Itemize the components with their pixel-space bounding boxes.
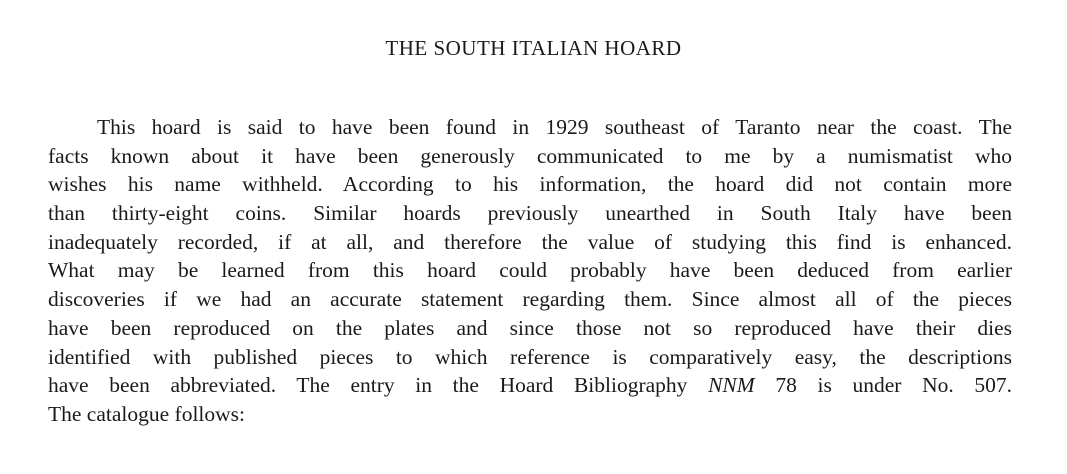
paragraph-line-2: facts known about it have been generously communicated to me by a numismatist who — [48, 143, 1012, 168]
section-title: THE SOUTH ITALIAN HOARD — [385, 36, 682, 60]
paragraph-line-3: wishes his name withheld. According to his information, the hoard did not contain more — [48, 172, 1012, 197]
paragraph-line-4: than thirty-eight coins. Similar hoards previously unearthed in South Italy have been — [48, 201, 1012, 226]
paragraph-line-7: discoveries if we had an accurate statement regarding them. Since almost all of the pieces — [48, 287, 1012, 312]
paragraph-line-5: inadequately recorded, if at all, and therefore the value of studying this find is enhanced. — [48, 229, 1012, 254]
line-10-text-before: have been abbreviated. The entry in the Hoard Bibliography — [48, 373, 709, 398]
body-paragraph — [48, 113, 1012, 429]
paragraph-line-10 — [48, 371, 1012, 400]
paragraph-line-8: have been reproduced on the plates and since those not so reproduced have their dies — [48, 315, 1012, 340]
paragraph-line-6: What may be learned from this hoard could probably have been deduced from earlier — [48, 258, 1012, 283]
journal-abbreviation: NNM — [708, 373, 755, 398]
line-10-text-after: 78 is under No. 507. — [754, 373, 1012, 398]
paragraph-line-1: This hoard is said to have been found in 1929 southeast of Taranto near the coast. The — [97, 115, 1012, 139]
paragraph-line-9: identified with published pieces to which reference is comparatively easy, the descriptions — [48, 344, 1012, 369]
paragraph-line-11: The catalogue follows: — [48, 401, 246, 426]
